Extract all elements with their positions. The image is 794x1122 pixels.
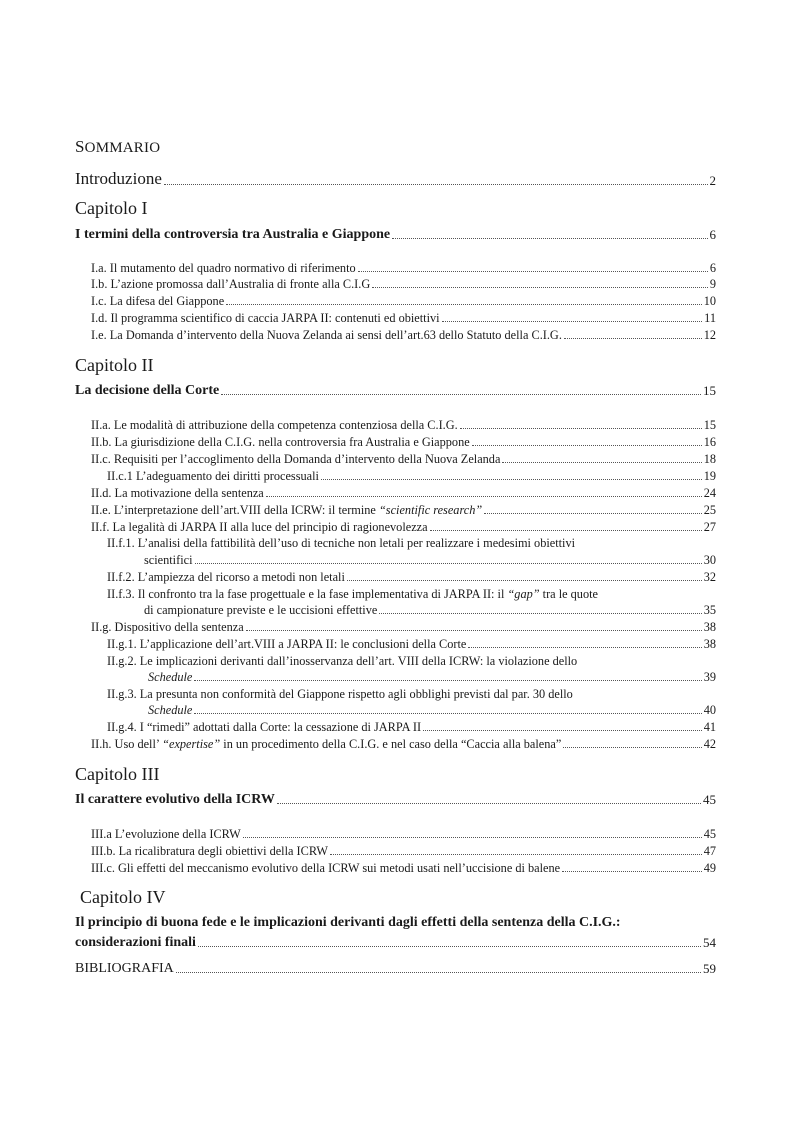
entry-page: 38 xyxy=(703,620,716,634)
dot-leader xyxy=(442,321,703,322)
toc-title: SOMMARIO xyxy=(75,137,161,156)
entry-label: I.d. Il programma scientifico di caccia JARPA II: contenuti ed obiettivi xyxy=(91,311,440,325)
entry-label: III.c. Gli effetti del meccanismo evolutivo della ICRW sui metodi usati nell’uccisione di balene xyxy=(91,861,561,875)
entry-label: II.b. La giurisdizione della C.I.G. nella controversia fra Australia e Giappone xyxy=(91,435,470,449)
toc-entry-1d[interactable] xyxy=(91,311,716,326)
toc-entry-chapter-4[interactable] xyxy=(75,935,716,951)
toc-entry-bibliografia[interactable] xyxy=(75,961,716,977)
entry-page: 38 xyxy=(703,637,716,651)
entry-label: II.f.3. Il confronto tra la fase progettuale e la fase implementativa di JARPA II: il “gap” tra le quote xyxy=(107,587,598,601)
dot-leader xyxy=(392,238,707,239)
dot-leader xyxy=(372,287,708,288)
entry-page: 2 xyxy=(709,173,716,188)
toc-entry-2b[interactable] xyxy=(91,435,716,450)
entry-label: III.b. La ricalibratura degli obiettivi della ICRW xyxy=(91,844,328,858)
entry-label: II.g.3. La presunta non conformità del Giappone rispetto agli obblighi previsti dal par. 30 dello xyxy=(107,687,573,701)
entry-label: II.f.1. L’analisi della fattibilità dell’uso di tecniche non letali per realizzare i medesimi obiettivi xyxy=(107,536,576,550)
entry-page: 6 xyxy=(709,261,716,275)
entry-page: 9 xyxy=(709,277,716,291)
entry-label: II.f.2. L’ampiezza del ricorso a metodi non letali xyxy=(107,570,345,584)
toc-entry-2f1[interactable] xyxy=(144,553,716,568)
entry-page: 24 xyxy=(703,486,716,500)
dot-leader xyxy=(221,394,701,395)
entry-label: II.a. Le modalità di attribuzione della competenza contenziosa della C.I.G. xyxy=(91,418,458,432)
entry-page: 49 xyxy=(703,861,716,875)
toc-entry-2c[interactable] xyxy=(91,452,716,467)
toc-entry-3b[interactable] xyxy=(91,844,716,859)
dot-leader xyxy=(198,946,701,947)
dot-leader xyxy=(321,479,702,480)
toc-entry-2g[interactable] xyxy=(91,620,716,635)
entry-label: II.c.1 L’adeguamento dei diritti processuali xyxy=(107,469,319,483)
dot-leader xyxy=(226,304,702,305)
entry-page: 25 xyxy=(703,503,716,517)
dot-leader xyxy=(484,513,701,514)
toc-entry-2e[interactable] xyxy=(91,503,716,518)
dot-leader xyxy=(347,580,702,581)
entry-label: II.e. L’interpretazione dell’art.VIII della ICRW: il termine “scientific research” xyxy=(91,503,483,517)
dot-leader xyxy=(194,713,701,714)
entry-page: 32 xyxy=(703,570,716,584)
entry-label-cont: Schedule xyxy=(148,670,193,684)
entry-label: II.h. Uso dell’ “expertise” in un procedimento della C.I.G. e nel caso della “Caccia alla balena” xyxy=(91,737,562,751)
entry-page: 47 xyxy=(703,844,716,858)
dot-leader xyxy=(164,184,708,185)
entry-label: Il carattere evolutivo della ICRW xyxy=(75,792,275,807)
entry-page: 15 xyxy=(703,383,716,398)
entry-page: 30 xyxy=(703,553,716,567)
entry-label: Introduzione xyxy=(75,169,162,188)
toc-entry-2a[interactable] xyxy=(91,418,716,433)
entry-label: BIBLIOGRAFIA xyxy=(75,961,174,976)
toc-entry-intro[interactable] xyxy=(75,169,716,189)
toc-entry-2f2[interactable] xyxy=(107,570,716,585)
toc-entry-2f3[interactable] xyxy=(144,603,716,618)
entry-label: Il principio di buona fede e le implicazioni derivanti dagli effetti della sentenza della C.I.G.: xyxy=(75,915,621,930)
toc-entry-2g3[interactable] xyxy=(148,703,716,718)
entry-page: 45 xyxy=(703,792,716,807)
entry-label: III.a L’evoluzione della ICRW xyxy=(91,827,241,841)
dot-leader xyxy=(472,445,702,446)
entry-label: I termini della controversia tra Australia e Giappone xyxy=(75,227,391,242)
toc-entry-2f[interactable] xyxy=(91,520,716,535)
entry-page: 59 xyxy=(703,961,716,976)
dot-leader xyxy=(502,462,701,463)
entry-label: La decisione della Corte xyxy=(75,383,220,398)
entry-page: 11 xyxy=(704,311,716,325)
toc-entry-3a[interactable] xyxy=(91,827,716,842)
entry-page: 39 xyxy=(703,670,716,684)
toc-entry-2g1[interactable] xyxy=(107,637,716,652)
toc-entry-2g2[interactable] xyxy=(148,670,716,685)
dot-leader xyxy=(243,837,702,838)
entry-page: 27 xyxy=(703,520,716,534)
dot-leader xyxy=(563,747,701,748)
dot-leader xyxy=(176,972,701,973)
dot-leader xyxy=(246,630,702,631)
entry-label: I.c. La difesa del Giappone xyxy=(91,294,225,308)
toc-entry-2f3-line1[interactable] xyxy=(107,587,598,602)
entry-label-cont: scientifici xyxy=(144,553,193,567)
toc-entry-chapter-4-line1[interactable] xyxy=(75,915,621,931)
toc-entry-1e[interactable] xyxy=(91,328,716,343)
dot-leader xyxy=(430,530,702,531)
chapter-heading-3: Capitolo III xyxy=(75,764,160,784)
entry-page: 18 xyxy=(703,452,716,466)
dot-leader xyxy=(195,563,702,564)
entry-label: II.d. La motivazione della sentenza xyxy=(91,486,264,500)
toc-entry-chapter-2[interactable] xyxy=(75,383,716,399)
chapter-heading-4: Capitolo IV xyxy=(80,887,166,907)
entry-page: 15 xyxy=(703,418,716,432)
entry-label: II.f. La legalità di JARPA II alla luce del principio di ragionevolezza xyxy=(91,520,428,534)
entry-page: 12 xyxy=(703,328,716,342)
entry-label: I.a. Il mutamento del quadro normativo di riferimento xyxy=(91,261,356,275)
chapter-heading-1: Capitolo I xyxy=(75,198,148,218)
entry-label: II.g.1. L’applicazione dell’art.VIII a JARPA II: le conclusioni della Corte xyxy=(107,637,467,651)
toc-entry-2g3-line1[interactable] xyxy=(107,687,573,702)
entry-label: II.g. Dispositivo della sentenza xyxy=(91,620,244,634)
entry-label-cont: di campionature previste e le uccisioni effettive xyxy=(144,603,378,617)
toc-entry-2g4[interactable] xyxy=(107,720,716,735)
entry-page: 41 xyxy=(703,720,716,734)
toc-entry-2d[interactable] xyxy=(91,486,716,501)
entry-page: 54 xyxy=(703,935,716,950)
entry-label-cont: Schedule xyxy=(148,703,193,717)
entry-label: I.e. La Domanda d’intervento della Nuova Zelanda ai sensi dell’art.63 dello Statuto della C.I.G. xyxy=(91,328,562,342)
toc-entry-2f1-line1[interactable] xyxy=(107,536,575,551)
toc-entry-3c[interactable] xyxy=(91,861,716,876)
entry-page: 35 xyxy=(703,603,716,617)
entry-label: II.g.4. I “rimedi” adottati dalla Corte: la cessazione di JARPA II xyxy=(107,720,422,734)
entry-page: 45 xyxy=(703,827,716,841)
entry-page: 42 xyxy=(703,737,716,751)
entry-page: 19 xyxy=(703,469,716,483)
dot-leader xyxy=(460,428,702,429)
dot-leader xyxy=(562,871,702,872)
toc-entry-chapter-1[interactable] xyxy=(75,227,716,243)
chapter-heading-2: Capitolo II xyxy=(75,355,154,375)
dot-leader xyxy=(468,647,701,648)
toc-entry-1b[interactable] xyxy=(91,277,716,292)
entry-page: 10 xyxy=(703,294,716,308)
toc-entry-2c1[interactable] xyxy=(107,469,716,484)
dot-leader xyxy=(266,496,702,497)
toc-entry-1c[interactable] xyxy=(91,294,716,309)
dot-leader xyxy=(330,854,702,855)
dot-leader xyxy=(277,803,701,804)
entry-page: 6 xyxy=(709,227,716,242)
dot-leader xyxy=(423,730,702,731)
entry-page: 16 xyxy=(703,435,716,449)
entry-page: 40 xyxy=(703,703,716,717)
entry-label: II.c. Requisiti per l’accoglimento della Domanda d’intervento della Nuova Zelanda xyxy=(91,452,501,466)
entry-label: I.b. L’azione promossa dall’Australia di fronte alla C.I.G xyxy=(91,277,371,291)
toc-entry-2g2-line1[interactable] xyxy=(107,654,577,669)
dot-leader xyxy=(379,613,701,614)
toc-entry-2h[interactable] xyxy=(91,737,716,752)
dot-leader xyxy=(358,271,708,272)
entry-label: II.g.2. Le implicazioni derivanti dall’inosservanza dell’art. VIII della ICRW: la violazione dello xyxy=(107,654,578,668)
dot-leader xyxy=(564,338,702,339)
entry-label-cont: considerazioni finali xyxy=(75,935,196,950)
toc-entry-chapter-3[interactable] xyxy=(75,792,716,808)
toc-entry-1a[interactable] xyxy=(91,261,716,276)
dot-leader xyxy=(194,680,701,681)
